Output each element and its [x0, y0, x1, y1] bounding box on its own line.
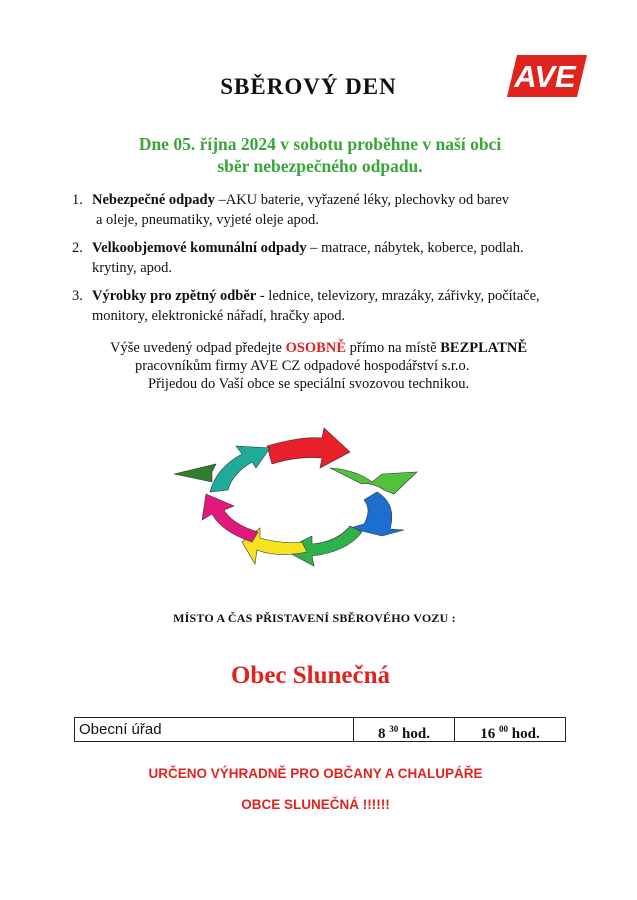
- info-line-2: pracovníkům firmy AVE CZ odpadové hospodářství s.r.o.: [135, 358, 470, 374]
- to-minute: 00: [499, 724, 509, 734]
- ave-logo-text: AVE: [514, 59, 576, 94]
- bezplatne-highlight: BEZPLATNĚ: [440, 340, 528, 356]
- schedule-table: [74, 717, 566, 742]
- place-time-label: MÍSTO A ČAS PŘISTAVENÍ SBĚROVÉHO VOZU :: [173, 611, 456, 625]
- item-text: - lednice, televizory, mrazáky, zářivky, počítače,: [256, 288, 540, 304]
- list-item: [72, 238, 572, 278]
- schedule-place: Obecní úřad: [75, 718, 354, 741]
- notice-line-1: URČENO VÝHRADNĚ PRO OBČANY A CHALUPÁŘE: [148, 766, 483, 781]
- item-number: 3.: [72, 288, 83, 304]
- list-item: [72, 286, 572, 326]
- from-unit: hod.: [402, 726, 430, 742]
- from-minute: 30: [389, 724, 399, 734]
- schedule-from: [354, 718, 455, 741]
- ave-logo: [507, 55, 587, 97]
- to-unit: hod.: [511, 726, 540, 742]
- item-text-continued: monitory, elektronické nářadí, hračky apod.: [92, 308, 346, 324]
- village-name: Obec Slunečná: [230, 662, 391, 689]
- item-title: Nebezpečné odpady: [92, 192, 215, 208]
- page-title: SBĚROVÝ DEN: [220, 74, 397, 99]
- osobne-highlight: OSOBNĚ: [285, 340, 346, 356]
- list-item: [72, 190, 572, 230]
- to-hour: 16: [480, 726, 496, 742]
- item-title: Výrobky pro zpětný odběr: [92, 288, 257, 304]
- info-line-1: [80, 339, 550, 357]
- headline-line-2: sběr nebezpečného odpadu.: [217, 156, 423, 176]
- headline: [60, 133, 580, 177]
- item-number: 1.: [72, 192, 83, 208]
- item-text-continued: a oleje, pneumatiky, vyjeté oleje apod.: [96, 212, 319, 228]
- item-title: Velkoobjemové komunální odpady: [92, 240, 307, 256]
- item-text: – matrace, nábytek, koberce, podlah.: [306, 240, 524, 256]
- item-number: 2.: [72, 240, 83, 256]
- from-hour: 8: [378, 726, 386, 742]
- info-text: přímo na místě: [346, 340, 441, 356]
- info-paragraph: [80, 339, 550, 393]
- schedule-to: [455, 718, 565, 741]
- headline-line-1: Dne 05. října 2024 v sobotu proběhne v naší obci: [138, 134, 502, 154]
- info-text: Výše uvedený odpad předejte: [110, 340, 286, 356]
- item-text-continued: krytiny, apod.: [92, 260, 173, 276]
- recycling-arrows-icon: [172, 424, 422, 574]
- notice-line-2: OBCE SLUNEČNÁ !!!!!!: [241, 797, 390, 812]
- item-text: –AKU baterie, vyřazené léky, plechovky od barev: [214, 192, 510, 208]
- info-line-3: Přijedou do Vaší obce se speciální svozovou technikou.: [148, 376, 470, 392]
